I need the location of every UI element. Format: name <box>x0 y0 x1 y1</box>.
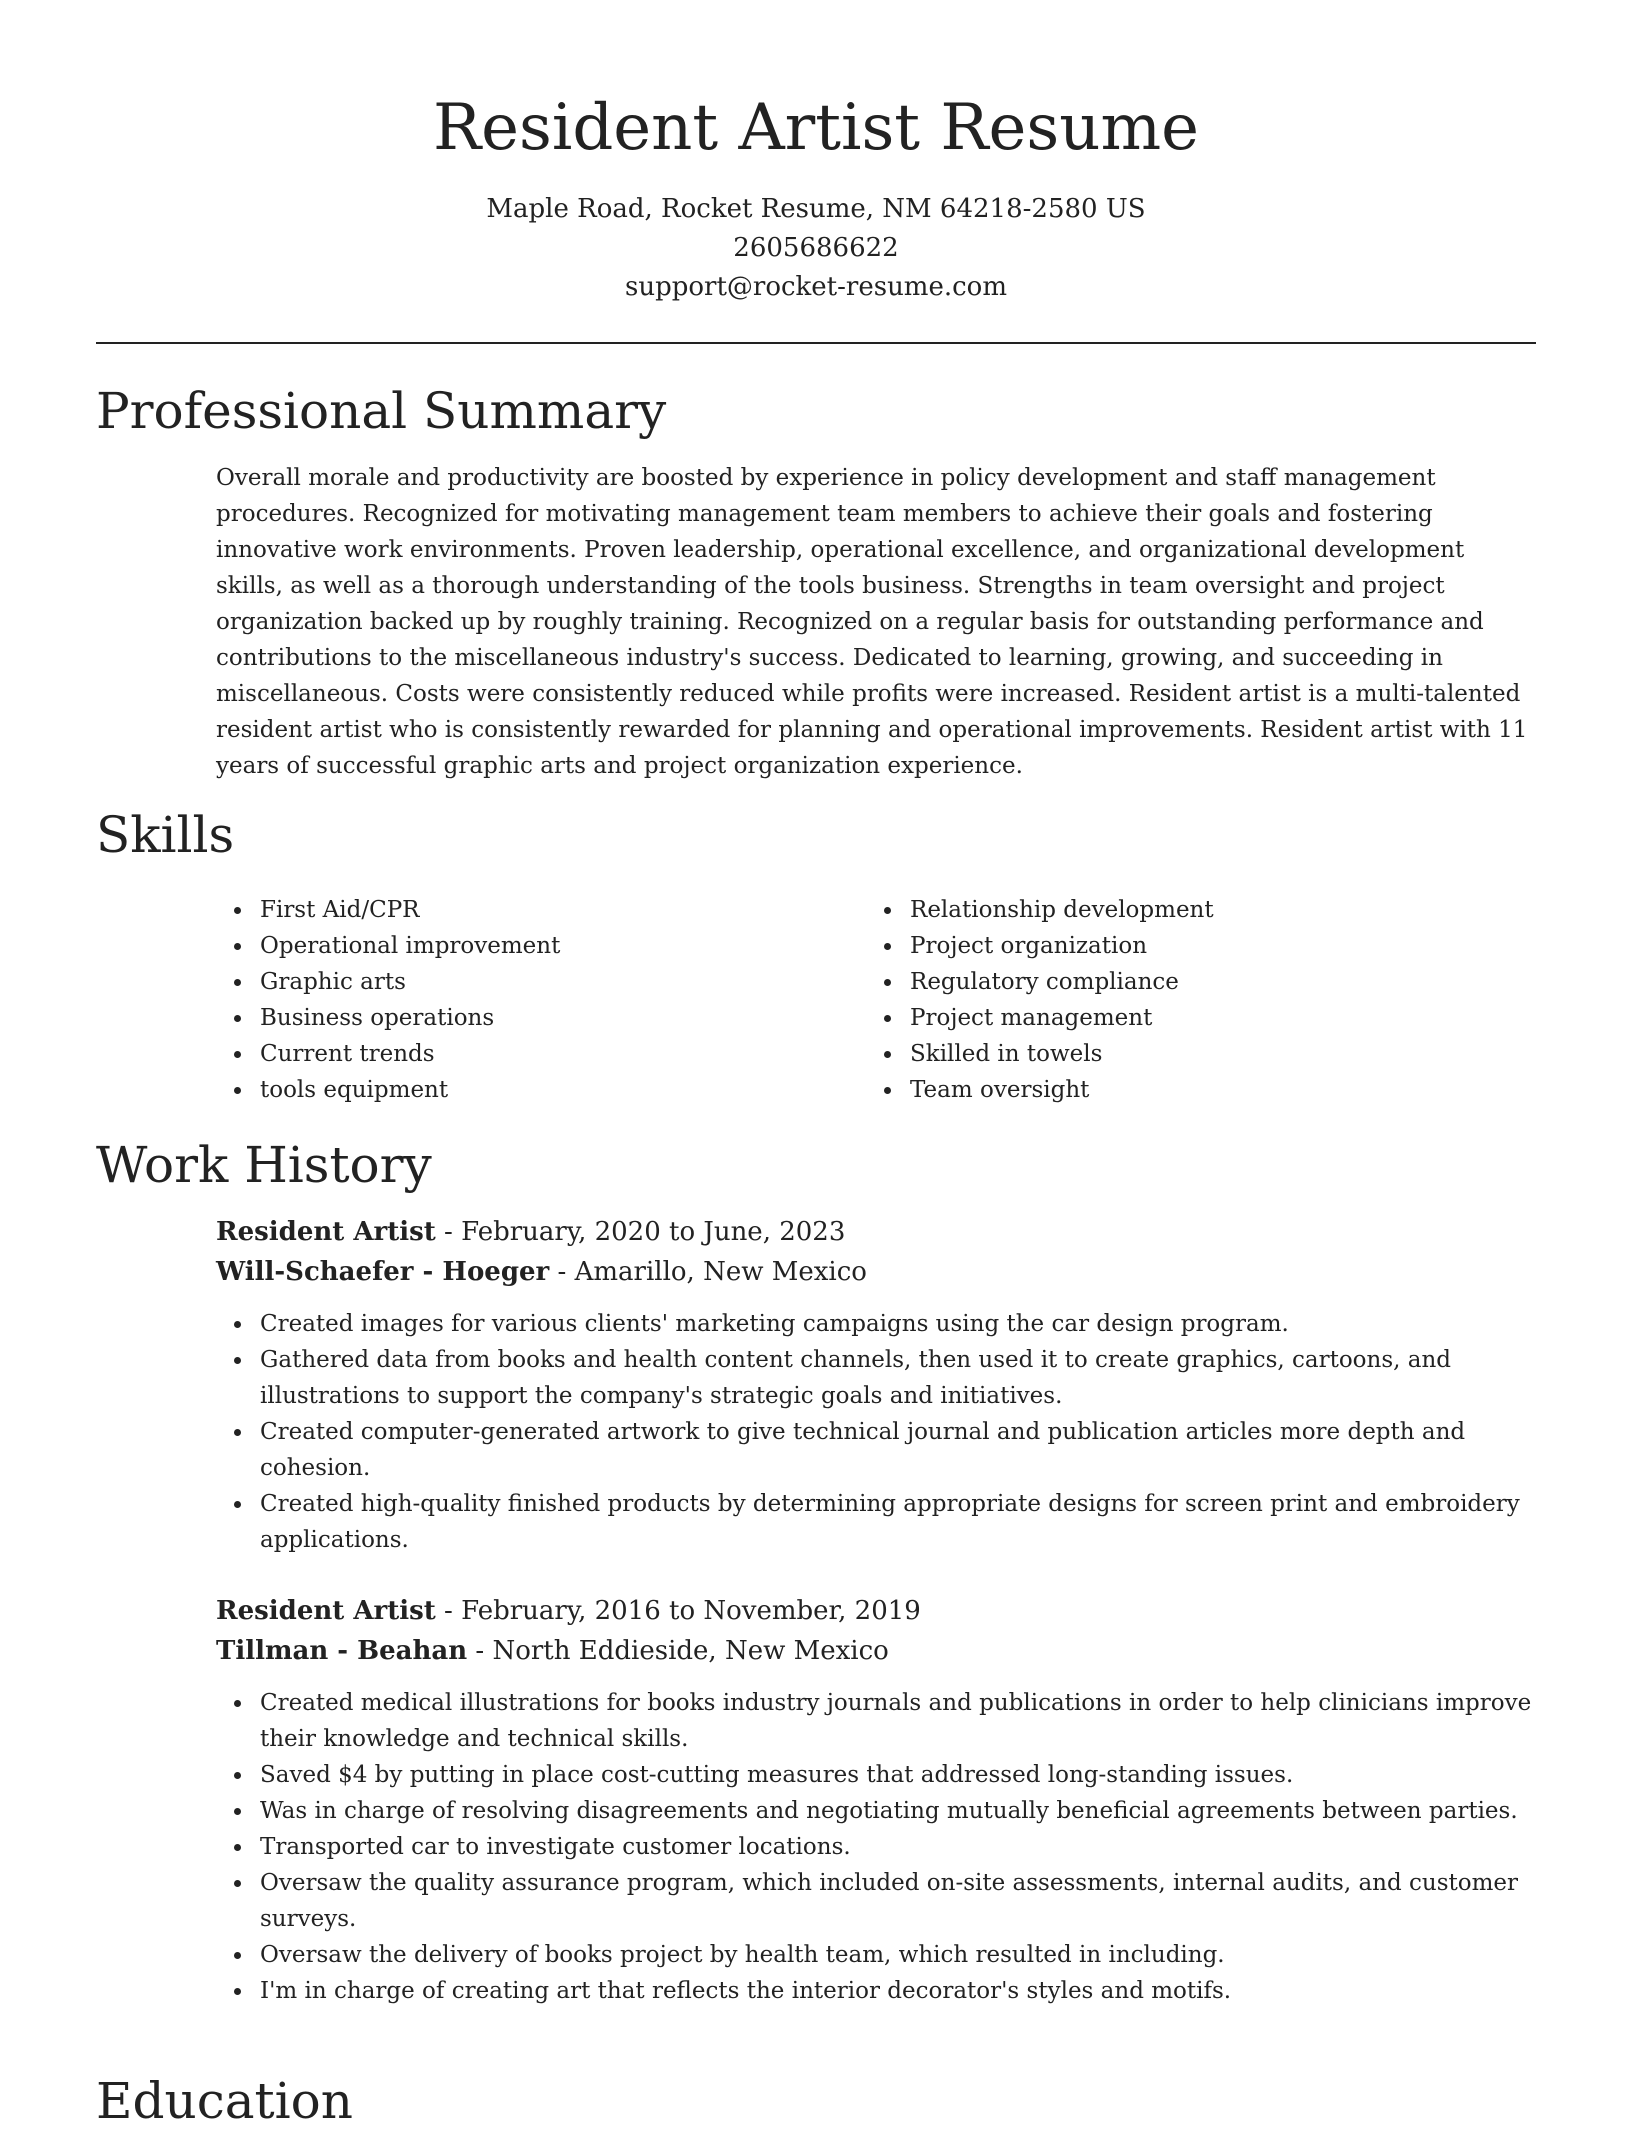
job-company: Will-Schaefer - Hoeger <box>216 1257 550 1287</box>
job-bullet: Saved $4 by putting in place cost-cutting measures that addressed long-standing issues. <box>216 1757 1536 1793</box>
job-bullet: Was in charge of resolving disagreements and negotiating mutually beneficial agreements between parties. <box>216 1793 1536 1829</box>
job-company-line <box>216 1631 889 1671</box>
job-bullet: Created high-quality finished products by determining appropriate designs for screen print and embroidery applications. <box>216 1486 1536 1558</box>
skills-heading: Skills <box>96 806 235 864</box>
skill-item: Regulatory compliance <box>866 964 1506 1000</box>
skill-item: Team oversight <box>866 1072 1506 1108</box>
job-company: Tillman - Beahan <box>216 1636 468 1666</box>
job-bullets <box>216 1685 1536 2009</box>
job-bullet: I'm in charge of creating art that reflects the interior decorator's styles and motifs. <box>216 1973 1536 2009</box>
job-location: - Amarillo, New Mexico <box>549 1257 867 1287</box>
skill-item: Relationship development <box>866 892 1506 928</box>
skill-item: Graphic arts <box>216 964 856 1000</box>
job-bullet: Created medical illustrations for books industry journals and publications in order to help clinicians improve their knowledge and technical skills. <box>216 1685 1536 1757</box>
skill-item: Operational improvement <box>216 928 856 964</box>
skill-item: Project management <box>866 1000 1506 1036</box>
job-bullets <box>216 1306 1536 1558</box>
job-bullet: Gathered data from books and health content channels, then used it to create graphics, cartoons, and illustrations to support the company's strategic goals and initiatives. <box>216 1342 1536 1414</box>
job-title: Resident Artist <box>216 1217 436 1247</box>
skill-item: Skilled in towels <box>866 1036 1506 1072</box>
job-bullet: Oversaw the delivery of books project by health team, which resulted in including. <box>216 1937 1536 1973</box>
skill-item: Current trends <box>216 1036 856 1072</box>
job-bullet: Oversaw the quality assurance program, which included on-site assessments, internal audits, and customer surveys. <box>216 1865 1536 1937</box>
work-history-heading: Work History <box>96 1136 432 1194</box>
skills-list-right <box>866 892 1506 1108</box>
job-location: - North Eddieside, New Mexico <box>467 1636 889 1666</box>
job-bullet: Transported car to investigate customer locations. <box>216 1829 1536 1865</box>
skill-item: Business operations <box>216 1000 856 1036</box>
job-dates: - February, 2016 to November, 2019 <box>435 1596 921 1626</box>
email: support@rocket-resume.com <box>624 272 1007 302</box>
job-bullet: Created images for various clients' marketing campaigns using the car design program. <box>216 1306 1536 1342</box>
job-dates: - February, 2020 to June, 2023 <box>435 1217 846 1247</box>
job-title: Resident Artist <box>216 1596 436 1626</box>
summary-heading: Professional Summary <box>96 382 667 440</box>
phone: 2605686622 <box>733 233 899 263</box>
job-title-line <box>216 1591 921 1631</box>
skill-item: tools equipment <box>216 1072 856 1108</box>
address: Maple Road, Rocket Resume, NM 64218-2580 US <box>486 194 1146 224</box>
skill-item: Project organization <box>866 928 1506 964</box>
job-bullet: Created computer-generated artwork to give technical journal and publication articles more depth and cohesion. <box>216 1414 1536 1486</box>
resume-title: Resident Artist Resume <box>432 91 1200 165</box>
job-title-line <box>216 1212 845 1252</box>
skills-list-left <box>216 892 856 1108</box>
contact-block <box>96 190 1536 307</box>
skill-item: First Aid/CPR <box>216 892 856 928</box>
header-divider <box>96 342 1536 344</box>
education-heading: Education <box>96 2072 353 2130</box>
job-company-line <box>216 1252 867 1292</box>
summary-text: Overall morale and productivity are boosted by experience in policy development and staff management procedures. Recognized for motivating management team members to achieve their goals and fostering innovative work environments. Proven leadership, operational excellence, and organizational development skills, as well as a thorough understanding of the tools business. Strengths in team oversight and project organization backed up by roughly training. Recognized on a regular basis for outstanding performance and contributions to the miscellaneous industry's success. Dedicated to learning, growing, and succeeding in miscellaneous. Costs were consistently reduced while profits were increased. Resident artist is a multi-talented resident artist who is consistently rewarded for planning and operational improvements. Resident artist with 11 years of successful graphic arts and project organization experience. <box>216 465 1528 779</box>
